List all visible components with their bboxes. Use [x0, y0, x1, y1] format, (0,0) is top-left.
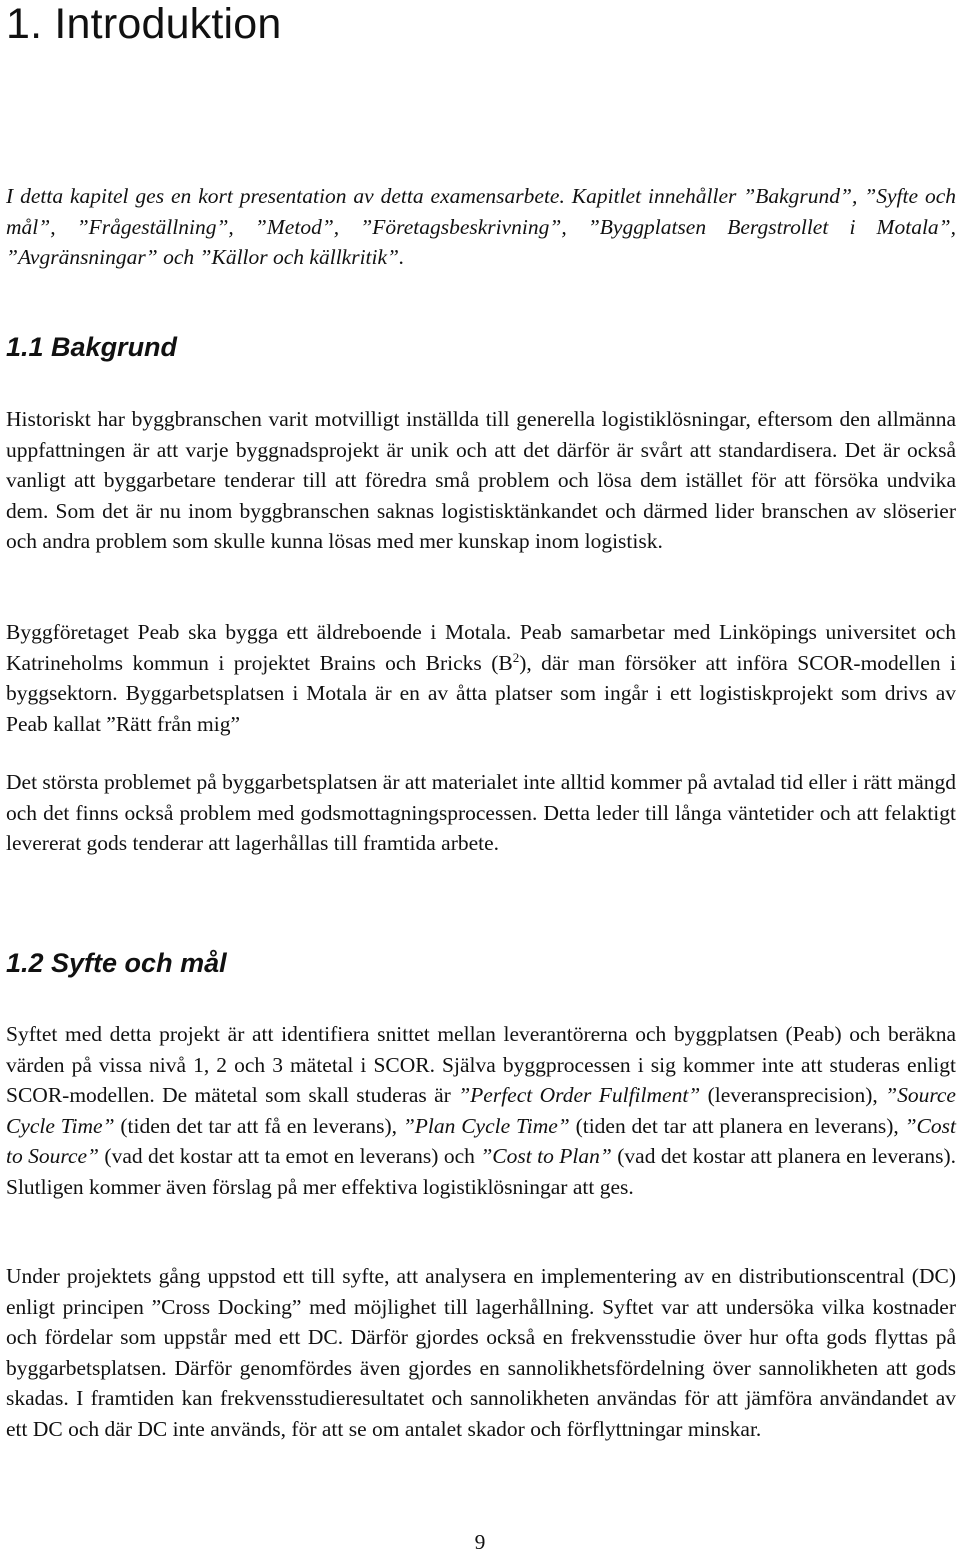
syfte-p1-text-b: (leveransprecision),: [700, 1083, 886, 1107]
term-cost-to-plan: ”Cost to Plan”: [480, 1144, 612, 1168]
syfte-p1-text-c: (tiden det tar att få en leverans),: [114, 1113, 403, 1138]
syfte-p1-text-d: (tiden det tar att planera en leverans),: [569, 1113, 905, 1138]
syfte-p1-text-f: (vad det kostar att planera en leverans). Slutligen kommer även förslag på mer effektiva logistiklösningar att ges.: [6, 1144, 956, 1199]
term-perfect-order-fulfilment: ”Perfect Order Fulfilment”: [458, 1083, 701, 1107]
chapter-title: 1. Introduktion: [6, 0, 282, 48]
section-heading-syfte-och-mal: 1.2 Syfte och mål: [6, 948, 227, 978]
bakgrund-p2-text-b: ), där man försöker att införa SCOR-modellen i byggsektorn. Byggarbetsplatsen i Motala är en av åtta platser som ingår i ett logistiskprojekt som drivs av Peab kallat ”Rätt från mig”: [6, 650, 956, 736]
syfte-p1-text-e: (vad det kostar att ta emot en leverans) och: [99, 1144, 481, 1168]
term-plan-cycle-time: ”Plan Cycle Time”: [402, 1113, 570, 1138]
term-source-cycle-time: ”Source Cycle Time”: [6, 1083, 956, 1138]
section-heading-bakgrund: 1.1 Bakgrund: [6, 332, 178, 362]
bakgrund-paragraph-1: Historiskt har byggbranschen varit motvilligt inställda till generella logistiklösningar, eftersom den allmänna uppfattningen är att varje byggnadsprojekt är unik och att det därför är svårt att standardisera. Det är också vanligt att byggarbetare tenderar till att föredra små problem och lösa dem istället för att försöka undvika dem. Som det är nu inom byggbranschen saknas logistisktänkandet och därmed lider branschen av slöserier och andra problem som skulle kunna lösas med mer kunskap inom logistisk.: [6, 407, 956, 553]
bakgrund-paragraph-2: [6, 617, 956, 739]
term-cost-to-source: ”Cost to Source”: [6, 1113, 956, 1168]
bakgrund-paragraph-3: Det största problemet på byggarbetsplatsen är att materialet inte alltid kommer på avtalad tid eller i rätt mängd och det finns också problem med godsmottagningsprocessen. Detta leder till långa väntetider och att felaktigt levererat gods tenderar att lagerhållas till framtida arbete.: [6, 770, 956, 855]
syfte-paragraph-1: [6, 1019, 956, 1202]
syfte-paragraph-2: Under projektets gång uppstod ett till syfte, att analysera en implementering av en distributionscentral (DC) enligt principen ”Cross Docking” med möjlighet till lagerhållning. Syftet var att undersöka vilka kostnader och fördelar som uppstår med ett DC. Därför gjordes också en frekvensstudie över hur ofta gods flyttas på byggarbetsplatsen. Därför genomfördes även gjordes en sannolikhetsfördelning över sannolikheten att gods skadas. I framtiden kan frekvensstudieresultatet och sannolikheten användas för att jämföra användandet av ett DC och där DC inte används, för att se om antalet skador och förflyttningar minskar.: [6, 1264, 956, 1441]
chapter-intro: I detta kapitel ges en kort presentation av detta examensarbete. Kapitlet innehåller ”Bakgrund”, ”Syfte och mål”, ”Frågeställning”, ”Metod”, ”Företagsbeskrivning”, ”Byggplatsen Bergstrollet i Motala”, ”Avgränsningar” och ”Källor och källkritik”.: [6, 184, 956, 269]
page-number: 9: [474, 1530, 486, 1554]
superscript-2: 2: [512, 649, 520, 665]
bakgrund-p2-text-a: Byggföretaget Peab ska bygga ett äldreboende i Motala. Peab samarbetar med Linköpings universitet och Katrineholms kommun i projektet Brains och Bricks (B: [6, 620, 956, 675]
syfte-p1-text-a: Syftet med detta projekt är att identifiera snittet mellan leverantörerna och byggplatsen (Peab) och beräkna värden på vissa nivå 1, 2 och 3 mätetal i SCOR. Själva byggprocessen i sig kommer inte att studeras enligt SCOR-modellen. De mätetal som skall studeras är: [6, 1022, 956, 1107]
